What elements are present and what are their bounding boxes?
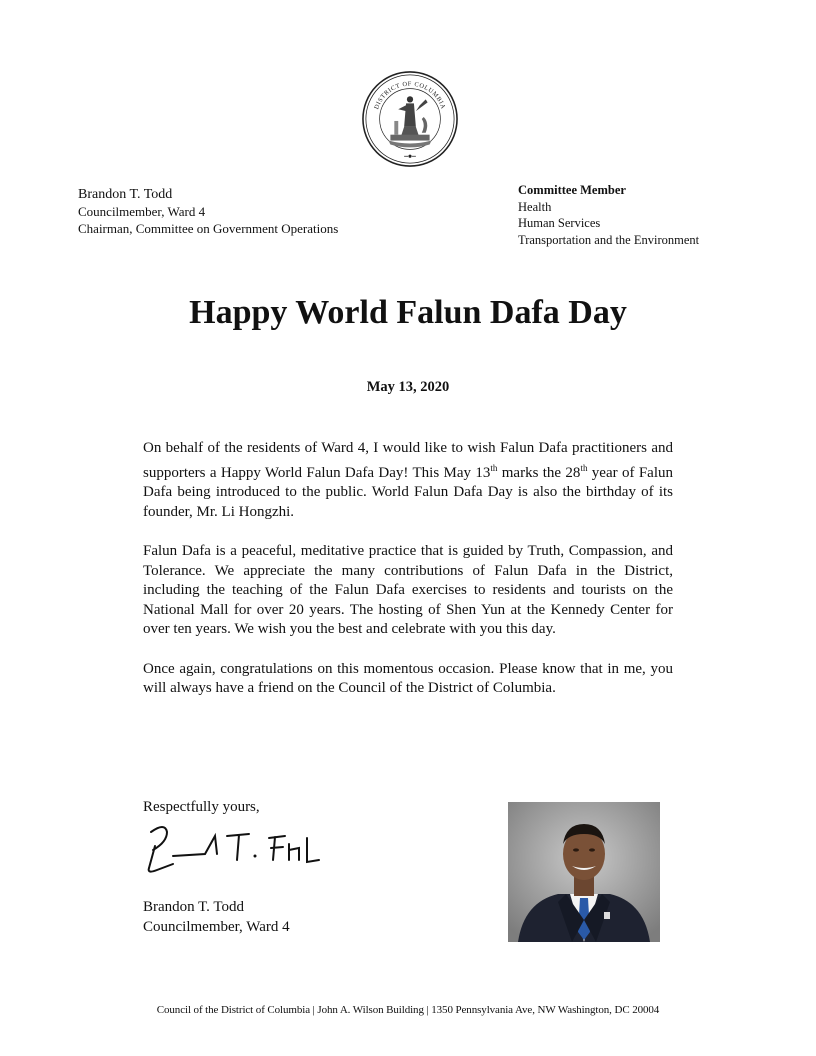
sender-block	[78, 186, 338, 237]
signatory-block	[143, 898, 290, 937]
sender-title: Councilmember, Ward 4	[78, 204, 206, 219]
district-seal-logo	[361, 70, 459, 168]
committee-item: Health	[518, 199, 552, 214]
sender-name: Brandon T. Todd	[78, 187, 173, 202]
handwritten-signature	[143, 820, 328, 878]
committee-block	[518, 182, 699, 248]
signatory-title: Councilmember, Ward 4	[143, 918, 290, 935]
committee-heading: Committee Member	[518, 183, 626, 197]
sender-chair-title: Chairman, Committee on Government Operations	[78, 221, 339, 236]
letter-footer: Council of the District of Columbia | John A. Wilson Building | 1350 Pennsylvania Ave, NW Washington, DC 20004	[156, 1004, 660, 1016]
paragraph: Falun Dafa is a peaceful, meditative practice that is guided by Truth, Compassion, and Tolerance. We appreciate the many contributions of Falun Dafa in the District, including the teaching of the Falun Dafa exercises to residents and tourists on the National Mall for over 20 years. The hosting of Shen Yun at the Kennedy Center for over ten years. We wish you the best and celebrate with you this day.	[143, 543, 673, 637]
committee-item: Transportation and the Environment	[518, 232, 700, 247]
letter-body	[143, 439, 673, 719]
signatory-name: Brandon T. Todd	[143, 899, 245, 915]
valediction: Respectfully yours,	[143, 799, 260, 815]
svg-text:DISTRICT OF COLUMBIA: DISTRICT OF COLUMBIA	[373, 80, 447, 111]
letter-title: Happy World Falun Dafa Day	[189, 294, 627, 331]
paragraph: Once again, congratulations on this momentous occasion. Please know that in me, you will always have a friend on the Council of the District of Columbia.	[143, 660, 673, 696]
paragraph: On behalf of the residents of Ward 4, I would like to wish Falun Dafa practitioners and supporters a Happy World Falun Dafa Day! This May 13th marks the 28th year of Falun Dafa being introduced to the public. World Falun Dafa Day is also the birthday of its founder, Mr. Li Hongzhi.	[143, 440, 673, 520]
letter-date: May 13, 2020	[366, 379, 450, 395]
portrait-photo	[508, 802, 660, 942]
committee-item: Human Services	[518, 216, 601, 230]
